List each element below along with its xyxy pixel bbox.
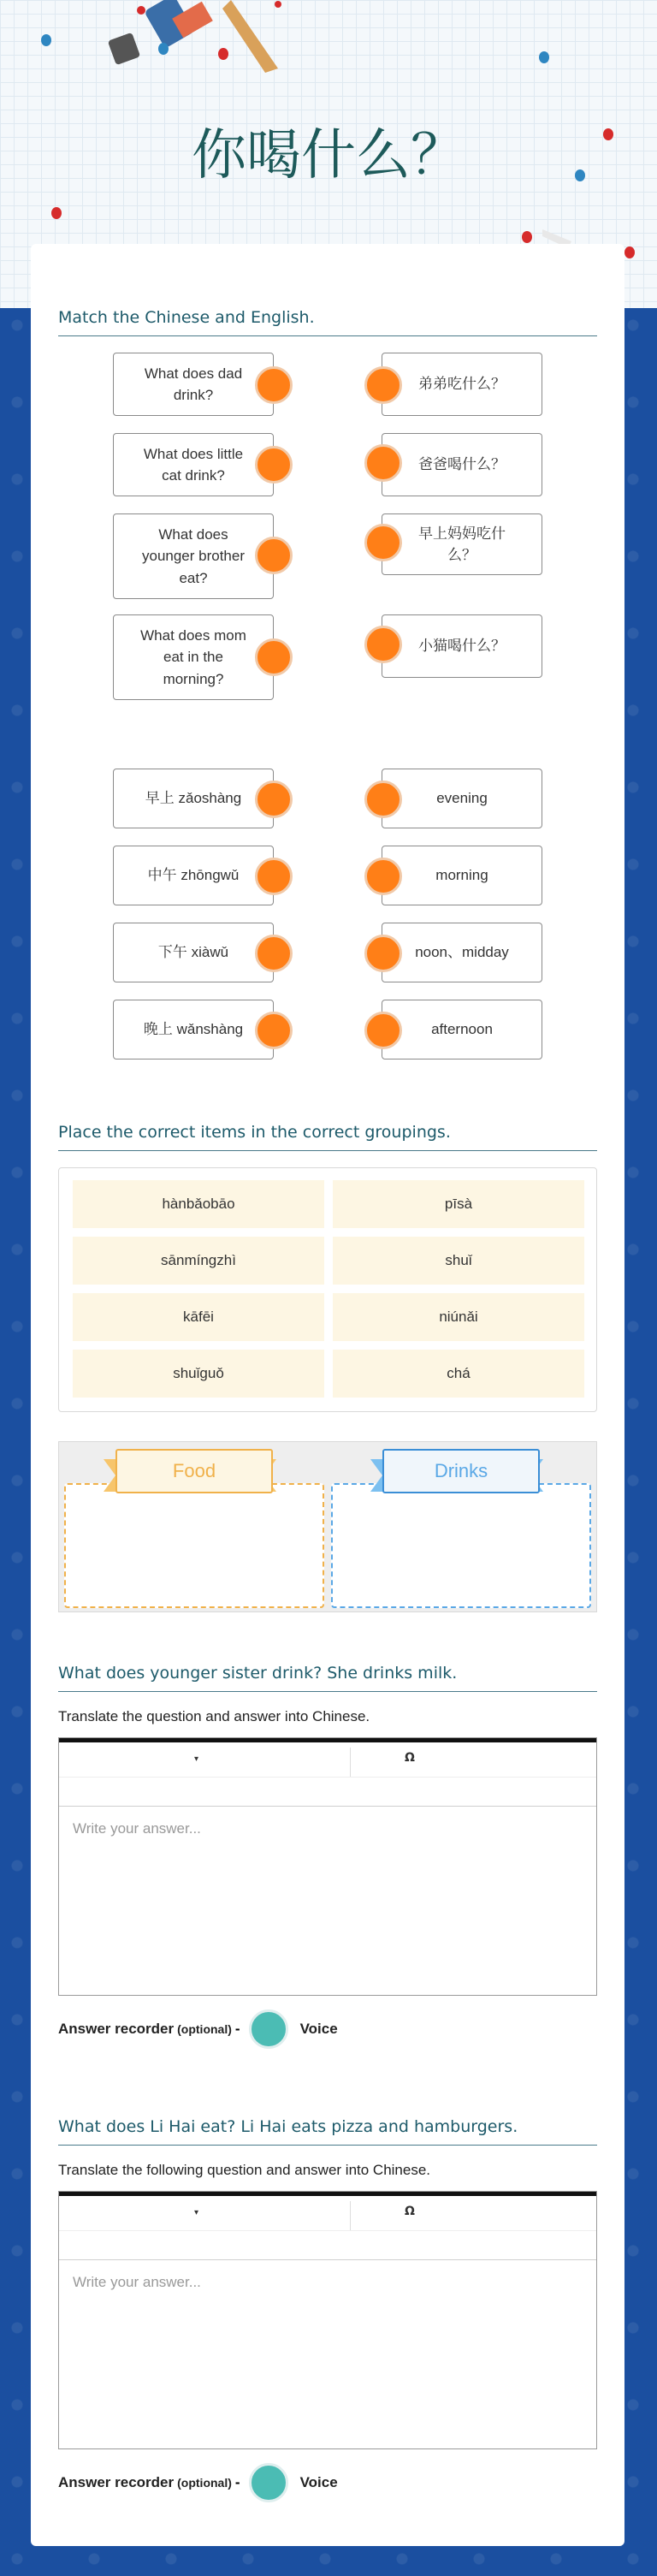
match-right-item[interactable]: 小猫喝什么？ xyxy=(382,614,542,678)
drinks-drop-zone[interactable] xyxy=(331,1483,591,1608)
draggable-item[interactable]: shuǐguǒ xyxy=(73,1350,324,1398)
food-drop-zone[interactable] xyxy=(64,1483,324,1608)
match-connector-knob[interactable] xyxy=(364,444,402,482)
confetti-dot xyxy=(41,34,51,46)
match-connector-knob[interactable] xyxy=(364,366,402,404)
grouping-drop-area xyxy=(58,1441,597,1612)
match-right-item[interactable]: 弟弟吃什么？ xyxy=(382,353,542,416)
draggable-item[interactable]: shuǐ xyxy=(333,1237,584,1285)
toolbar-divider xyxy=(59,1777,596,1778)
format-dropdown-icon[interactable]: ▾ xyxy=(194,1754,199,1764)
question-2-title: What does Li Hai eat? Li Hai eats pizza and hamburgers. xyxy=(58,2117,597,2146)
match-left-item[interactable]: 晚上 wǎnshàng xyxy=(113,1000,274,1059)
recorder-optional: (optional) xyxy=(177,2022,232,2036)
draggable-item[interactable]: sānmíngzhì xyxy=(73,1237,324,1285)
match-right-item[interactable]: evening xyxy=(382,769,542,828)
match-left-item[interactable]: 早上 zǎoshàng xyxy=(113,769,274,828)
toolbar-divider xyxy=(59,2230,596,2231)
recorder-dash: - xyxy=(234,2021,240,2037)
match-connector-knob[interactable] xyxy=(255,935,293,972)
answer-input[interactable] xyxy=(59,2260,596,2445)
match-connector-knob[interactable] xyxy=(255,858,293,895)
confetti-dot xyxy=(624,246,635,258)
match-connector-knob[interactable] xyxy=(255,446,293,484)
grouping-section-title: Place the correct items in the correct groupings. xyxy=(58,1123,597,1151)
voice-label: Voice xyxy=(299,2474,338,2490)
match-connector-knob[interactable] xyxy=(364,524,402,561)
match-left-item[interactable]: What does dad drink? xyxy=(113,353,274,416)
recorder-label: Answer recorder xyxy=(58,2021,175,2037)
record-button[interactable] xyxy=(249,2463,288,2502)
match-connector-knob[interactable] xyxy=(255,781,293,818)
question-1-editor xyxy=(58,1737,597,1996)
match-connector-knob[interactable] xyxy=(255,366,293,404)
answer-recorder xyxy=(58,2009,338,2049)
draggable-item[interactable]: niúnǎi xyxy=(333,1293,584,1341)
recorder-optional: (optional) xyxy=(177,2476,232,2490)
confetti-dot xyxy=(51,207,62,219)
match-connector-knob[interactable] xyxy=(255,638,293,676)
answer-recorder xyxy=(58,2463,338,2502)
confetti-dot xyxy=(218,48,228,60)
draggable-item[interactable]: pīsà xyxy=(333,1180,584,1228)
match-connector-knob[interactable] xyxy=(255,537,293,574)
draggable-item[interactable]: chá xyxy=(333,1350,584,1398)
match-connector-knob[interactable] xyxy=(364,935,402,972)
match-left-item[interactable]: 下午 xiàwǔ xyxy=(113,923,274,982)
match-left-item[interactable]: 中午 zhōngwǔ xyxy=(113,846,274,905)
draggable-item[interactable]: kāfēi xyxy=(73,1293,324,1341)
match-left-item[interactable]: What does younger brother eat? xyxy=(113,513,274,599)
question-1-instruction: Translate the question and answer into Chinese. xyxy=(58,1708,370,1724)
stationery-decoration-icon xyxy=(103,0,291,86)
match-left-item[interactable]: What does mom eat in the morning? xyxy=(113,614,274,700)
toolbar-divider xyxy=(350,1748,351,1777)
confetti-dot xyxy=(539,51,549,63)
question-2-instruction: Translate the following question and answer into Chinese. xyxy=(58,2162,431,2178)
answer-input[interactable] xyxy=(59,1807,596,1991)
food-group-label: Food xyxy=(115,1449,273,1493)
voice-label: Voice xyxy=(299,2021,338,2037)
drinks-group-label: Drinks xyxy=(382,1449,540,1493)
record-button[interactable] xyxy=(249,2009,288,2049)
match-right-item[interactable]: noon、midday xyxy=(382,923,542,982)
match-right-item[interactable]: 爸爸喝什么？ xyxy=(382,433,542,496)
page-title: 你喝什么？ xyxy=(192,124,465,187)
recorder-dash: - xyxy=(234,2474,240,2490)
match-connector-knob[interactable] xyxy=(364,626,402,663)
special-character-icon[interactable]: Ω xyxy=(405,2205,415,2218)
special-character-icon[interactable]: Ω xyxy=(405,1751,415,1765)
grouping-items-bank xyxy=(58,1167,597,1412)
match-right-item[interactable]: 早上妈妈吃什么？ xyxy=(382,513,542,575)
question-2-editor xyxy=(58,2191,597,2449)
match-section-title: Match the Chinese and English. xyxy=(58,308,597,336)
question-1-title: What does younger sister drink? She drinks milk. xyxy=(58,1664,597,1692)
match-connector-knob[interactable] xyxy=(364,858,402,895)
recorder-label: Answer recorder xyxy=(58,2474,175,2490)
confetti-dot xyxy=(522,231,532,243)
format-dropdown-icon[interactable]: ▾ xyxy=(194,2208,199,2217)
editor-toolbar xyxy=(59,2192,596,2260)
editor-toolbar xyxy=(59,1738,596,1807)
match-right-item[interactable]: morning xyxy=(382,846,542,905)
draggable-item[interactable]: hànbǎobāo xyxy=(73,1180,324,1228)
match-connector-knob[interactable] xyxy=(364,781,402,818)
match-left-item[interactable]: What does little cat drink? xyxy=(113,433,274,496)
match-right-item[interactable]: afternoon xyxy=(382,1000,542,1059)
confetti-dot xyxy=(158,43,169,55)
match-connector-knob[interactable] xyxy=(364,1012,402,1049)
match-connector-knob[interactable] xyxy=(255,1012,293,1049)
toolbar-divider xyxy=(350,2201,351,2230)
